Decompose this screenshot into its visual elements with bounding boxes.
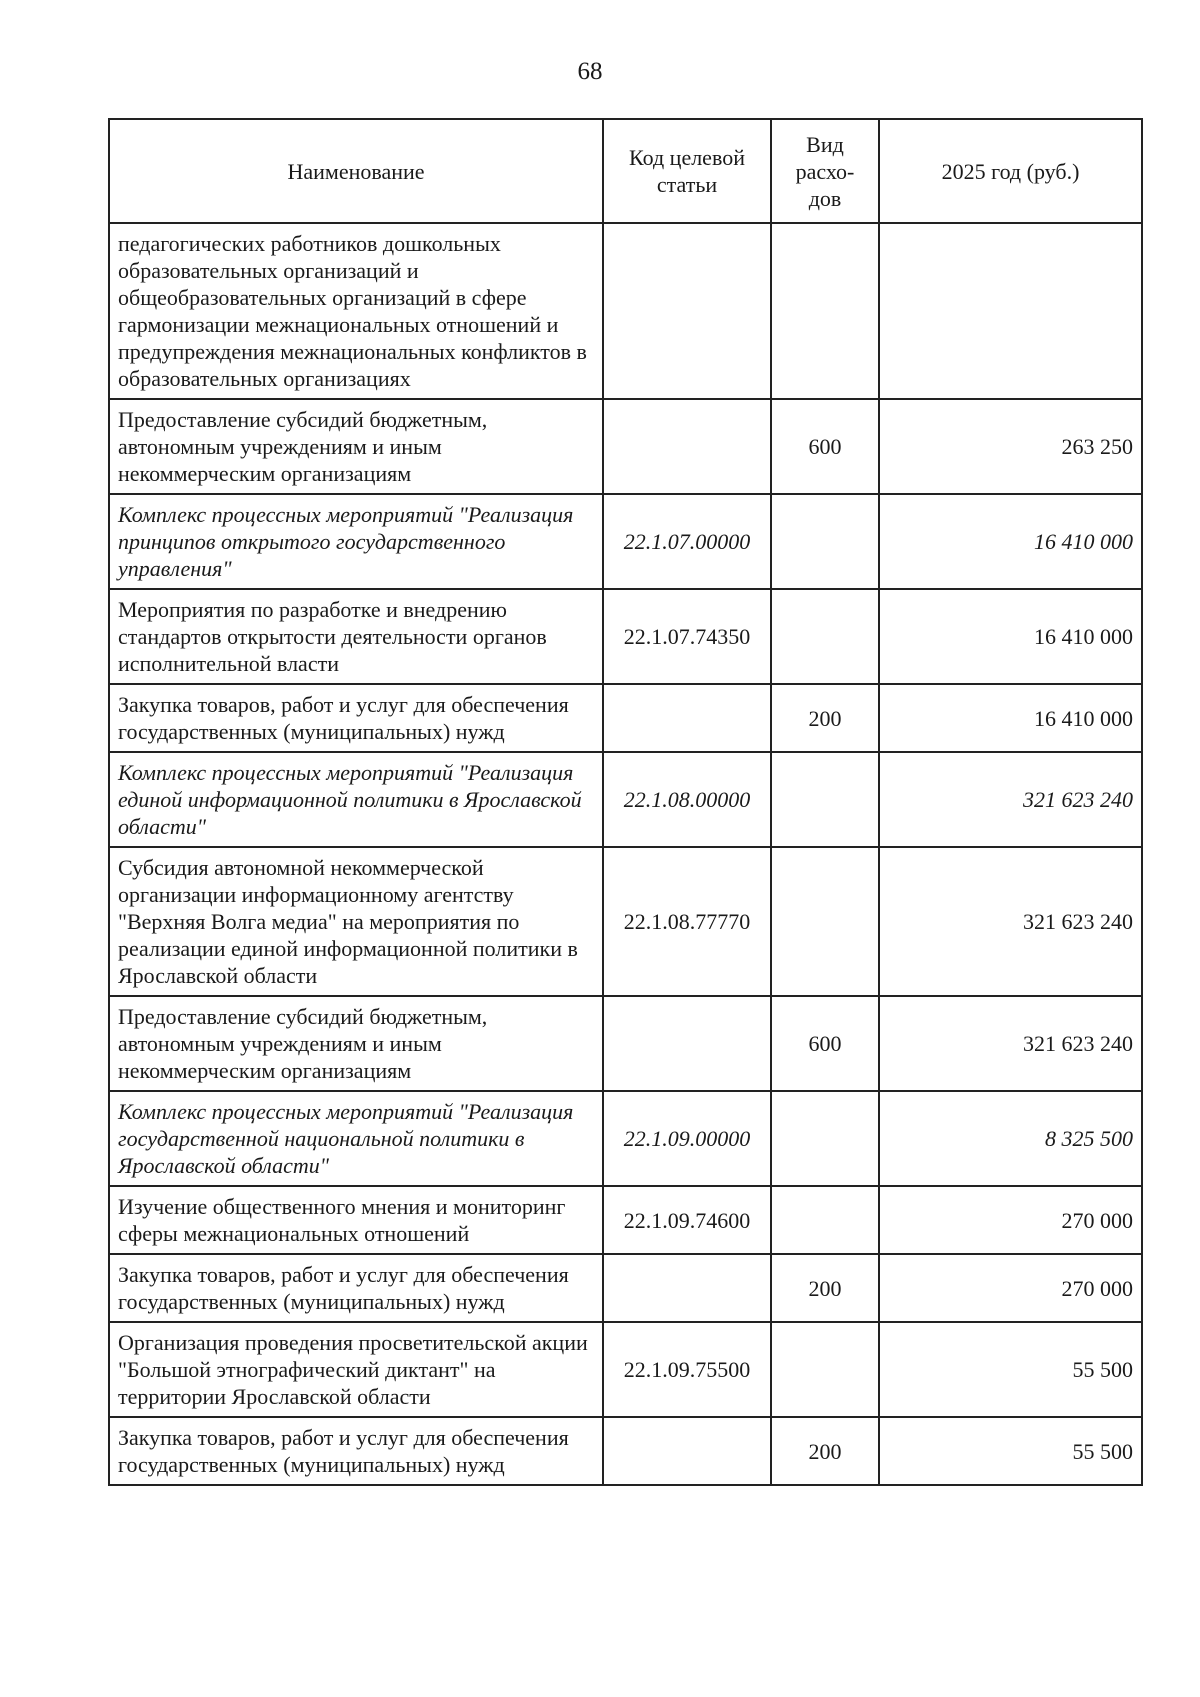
row-amount: 55 500: [879, 1417, 1142, 1485]
table-header-row: [109, 119, 1142, 223]
row-name: Закупка товаров, работ и услуг для обеспечения государственных (муниципальных) нужд: [109, 684, 603, 752]
row-name: Организация проведения просветительской акции "Большой этнографический диктант" на территории Ярославской области: [109, 1322, 603, 1417]
row-code: [603, 223, 771, 399]
table-row: [109, 1322, 1142, 1417]
row-name: Комплекс процессных мероприятий "Реализация государственной национальной политики в Ярославской области": [109, 1091, 603, 1186]
row-amount: 16 410 000: [879, 589, 1142, 684]
table-row: [109, 1417, 1142, 1485]
row-kind: 600: [771, 399, 879, 494]
table-row: [109, 223, 1142, 399]
budget-table: [108, 118, 1143, 1486]
row-kind: 200: [771, 684, 879, 752]
row-amount: 55 500: [879, 1322, 1142, 1417]
row-code: 22.1.09.00000: [603, 1091, 771, 1186]
row-amount: 16 410 000: [879, 494, 1142, 589]
row-code: 22.1.07.74350: [603, 589, 771, 684]
table-row: [109, 1091, 1142, 1186]
row-kind: [771, 752, 879, 847]
table-row: [109, 399, 1142, 494]
row-amount: 270 000: [879, 1254, 1142, 1322]
row-name: Предоставление субсидий бюджетным, автономным учреждениям и иным некоммерческим организациям: [109, 399, 603, 494]
row-kind: [771, 1091, 879, 1186]
row-name: Предоставление субсидий бюджетным, автономным учреждениям и иным некоммерческим организациям: [109, 996, 603, 1091]
row-name: Закупка товаров, работ и услуг для обеспечения государственных (муниципальных) нужд: [109, 1417, 603, 1485]
row-name: Комплекс процессных мероприятий "Реализация принципов открытого государственного управления": [109, 494, 603, 589]
row-name: Комплекс процессных мероприятий "Реализация единой информационной политики в Ярославской области": [109, 752, 603, 847]
row-code: [603, 1417, 771, 1485]
table-row: [109, 684, 1142, 752]
row-kind: [771, 1322, 879, 1417]
page-number: 68: [577, 58, 603, 85]
row-kind: [771, 1186, 879, 1254]
row-code: 22.1.08.00000: [603, 752, 771, 847]
row-code: 22.1.08.77770: [603, 847, 771, 996]
table-row: [109, 1186, 1142, 1254]
row-kind: [771, 494, 879, 589]
row-kind: 200: [771, 1417, 879, 1485]
row-amount: 270 000: [879, 1186, 1142, 1254]
table-row: [109, 1254, 1142, 1322]
row-code: [603, 996, 771, 1091]
row-code: 22.1.09.75500: [603, 1322, 771, 1417]
row-code: [603, 684, 771, 752]
table-row: [109, 589, 1142, 684]
row-kind: [771, 223, 879, 399]
row-code: [603, 1254, 771, 1322]
column-header-code: Код целевой статьи: [603, 119, 771, 223]
row-kind: 200: [771, 1254, 879, 1322]
row-amount: 8 325 500: [879, 1091, 1142, 1186]
table-row: [109, 494, 1142, 589]
row-name: педагогических работников дошкольных образовательных организаций и общеобразовательных организаций в сфере гармонизации межнациональных отношений и предупреждения межнациональных конфликтов в образовательных организациях: [109, 223, 603, 399]
column-header-kind: Вид расхо-дов: [771, 119, 879, 223]
column-header-amount: 2025 год (руб.): [879, 119, 1142, 223]
row-kind: [771, 589, 879, 684]
row-amount: 16 410 000: [879, 684, 1142, 752]
row-amount: 321 623 240: [879, 996, 1142, 1091]
row-code: [603, 399, 771, 494]
row-amount: 321 623 240: [879, 752, 1142, 847]
row-name: Субсидия автономной некоммерческой организации информационному агентству "Верхняя Волга медиа" на мероприятия по реализации единой информационной политики в Ярославской области: [109, 847, 603, 996]
row-kind: 600: [771, 996, 879, 1091]
row-name: Изучение общественного мнения и мониторинг сферы межнациональных отношений: [109, 1186, 603, 1254]
row-name: Мероприятия по разработке и внедрению стандартов открытости деятельности органов исполнительной власти: [109, 589, 603, 684]
row-amount: 263 250: [879, 399, 1142, 494]
row-name: Закупка товаров, работ и услуг для обеспечения государственных (муниципальных) нужд: [109, 1254, 603, 1322]
row-code: 22.1.07.00000: [603, 494, 771, 589]
row-amount: [879, 223, 1142, 399]
row-kind: [771, 847, 879, 996]
table-row: [109, 996, 1142, 1091]
row-amount: 321 623 240: [879, 847, 1142, 996]
row-code: 22.1.09.74600: [603, 1186, 771, 1254]
table-row: [109, 847, 1142, 996]
column-header-name: Наименование: [109, 119, 603, 223]
table-row: [109, 752, 1142, 847]
